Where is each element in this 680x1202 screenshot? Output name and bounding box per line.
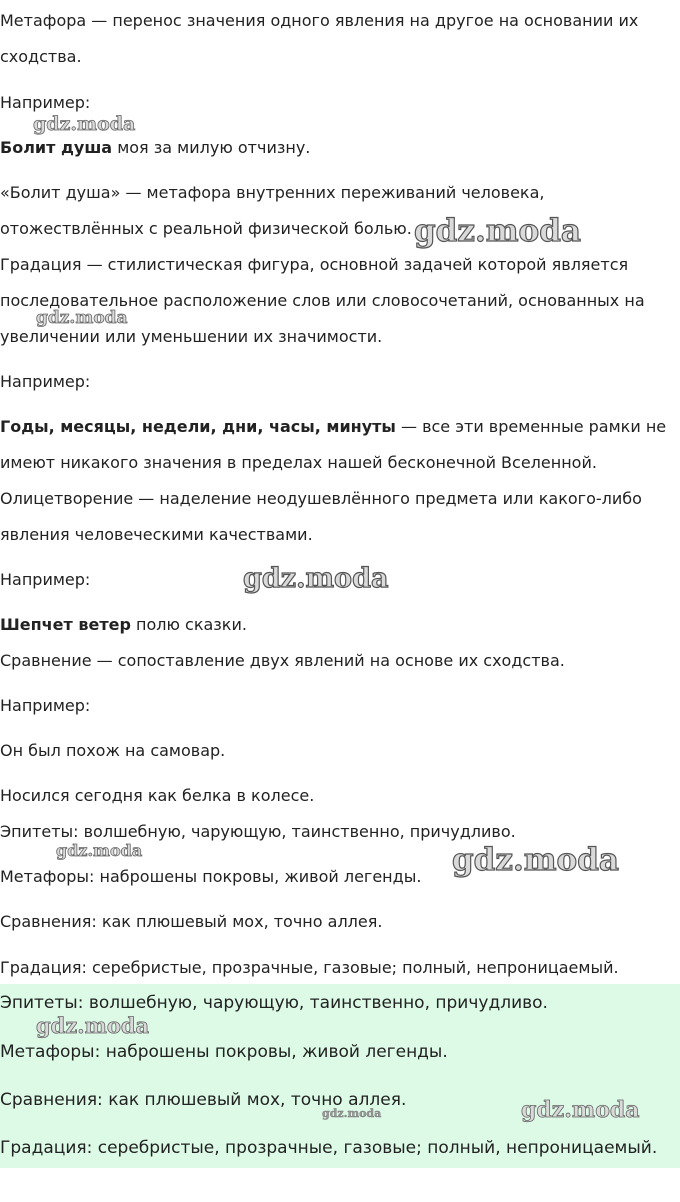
answer-metaphors: Метафоры: наброшены покровы, живой легенды.: [0, 1042, 448, 1062]
example-line-cont: имеют никакого значения в пределах нашей бесконечной Вселенной.: [0, 453, 597, 472]
example-text: моя за милую отчизну.: [112, 138, 311, 157]
definition-personification: Олицетворение — наделение неодушевлённого предмета или какого-либо: [0, 489, 642, 508]
watermark: gdz.moda: [36, 1013, 150, 1038]
answer-epithets: Эпитеты: волшебную, чарующую, таинственно, причудливо.: [0, 993, 548, 1013]
gradation-line: Градация: серебристые, прозрачные, газовые; полный, непроницаемый.: [0, 958, 619, 977]
answer-comparisons: Сравнения: как плюшевый мох, точно аллея.: [0, 1090, 407, 1110]
example-label: Например:: [0, 372, 91, 391]
example-line: [0, 138, 310, 158]
watermark: gdz.moda: [243, 563, 389, 594]
example-label: Например:: [0, 93, 91, 112]
definition-comparison: Сравнение — сопоставление двух явлений на основе их сходства.: [0, 651, 565, 670]
explanation-line-cont: отожествлённых с реальной физической болью.: [0, 219, 412, 238]
watermark: gdz.moda: [36, 308, 128, 328]
definition-gradation: Градация — стилистическая фигура, основной задачей которой является: [0, 255, 629, 274]
definition-gradation-cont: последовательное расположение слов или словосочетаний, основанных на: [0, 291, 645, 310]
example-bold: Болит душа: [0, 138, 113, 157]
definition-gradation-end: увеличении или уменьшении их значимости.: [0, 327, 383, 346]
example-text: полю сказки.: [130, 615, 247, 634]
watermark: gdz.moda: [56, 841, 143, 860]
example-line: [0, 417, 666, 437]
watermark: gdz.moda: [414, 213, 581, 249]
definition-metaphor-cont: сходства.: [0, 47, 82, 66]
epithets-line: Эпитеты: волшебную, чарующую, таинственно, причудливо.: [0, 822, 516, 841]
definition-personification-cont: явления человеческими качествами.: [0, 525, 313, 544]
example-bold: Годы, месяцы, недели, дни, часы, минуты: [0, 417, 396, 436]
example-label: Например:: [0, 696, 91, 715]
metaphors-line: Метафоры: наброшены покровы, живой легенды.: [0, 867, 422, 886]
example-line: Он был похож на самовар.: [0, 741, 226, 760]
example-line: [0, 615, 247, 635]
watermark: gdz.moda: [521, 1097, 640, 1123]
example-bold: Шепчет ветер: [0, 615, 131, 634]
example-line: Носился сегодня как белка в колесе.: [0, 786, 315, 805]
explanation-line: «Болит душа» — метафора внутренних переживаний человека,: [0, 183, 545, 202]
watermark: gdz.moda: [452, 842, 619, 878]
example-text: — все эти временные рамки не: [395, 417, 667, 436]
example-label: Например:: [0, 570, 91, 589]
answer-gradation: Градация: серебристые, прозрачные, газовые; полный, непроницаемый.: [0, 1138, 658, 1158]
definition-metaphor: Метафора — перенос значения одного явления на другое на основании их: [0, 11, 639, 30]
watermark: gdz.moda: [33, 113, 136, 135]
watermark: gdz.moda: [322, 1107, 382, 1120]
comparisons-line: Сравнения: как плюшевый мох, точно аллея.: [0, 912, 383, 931]
